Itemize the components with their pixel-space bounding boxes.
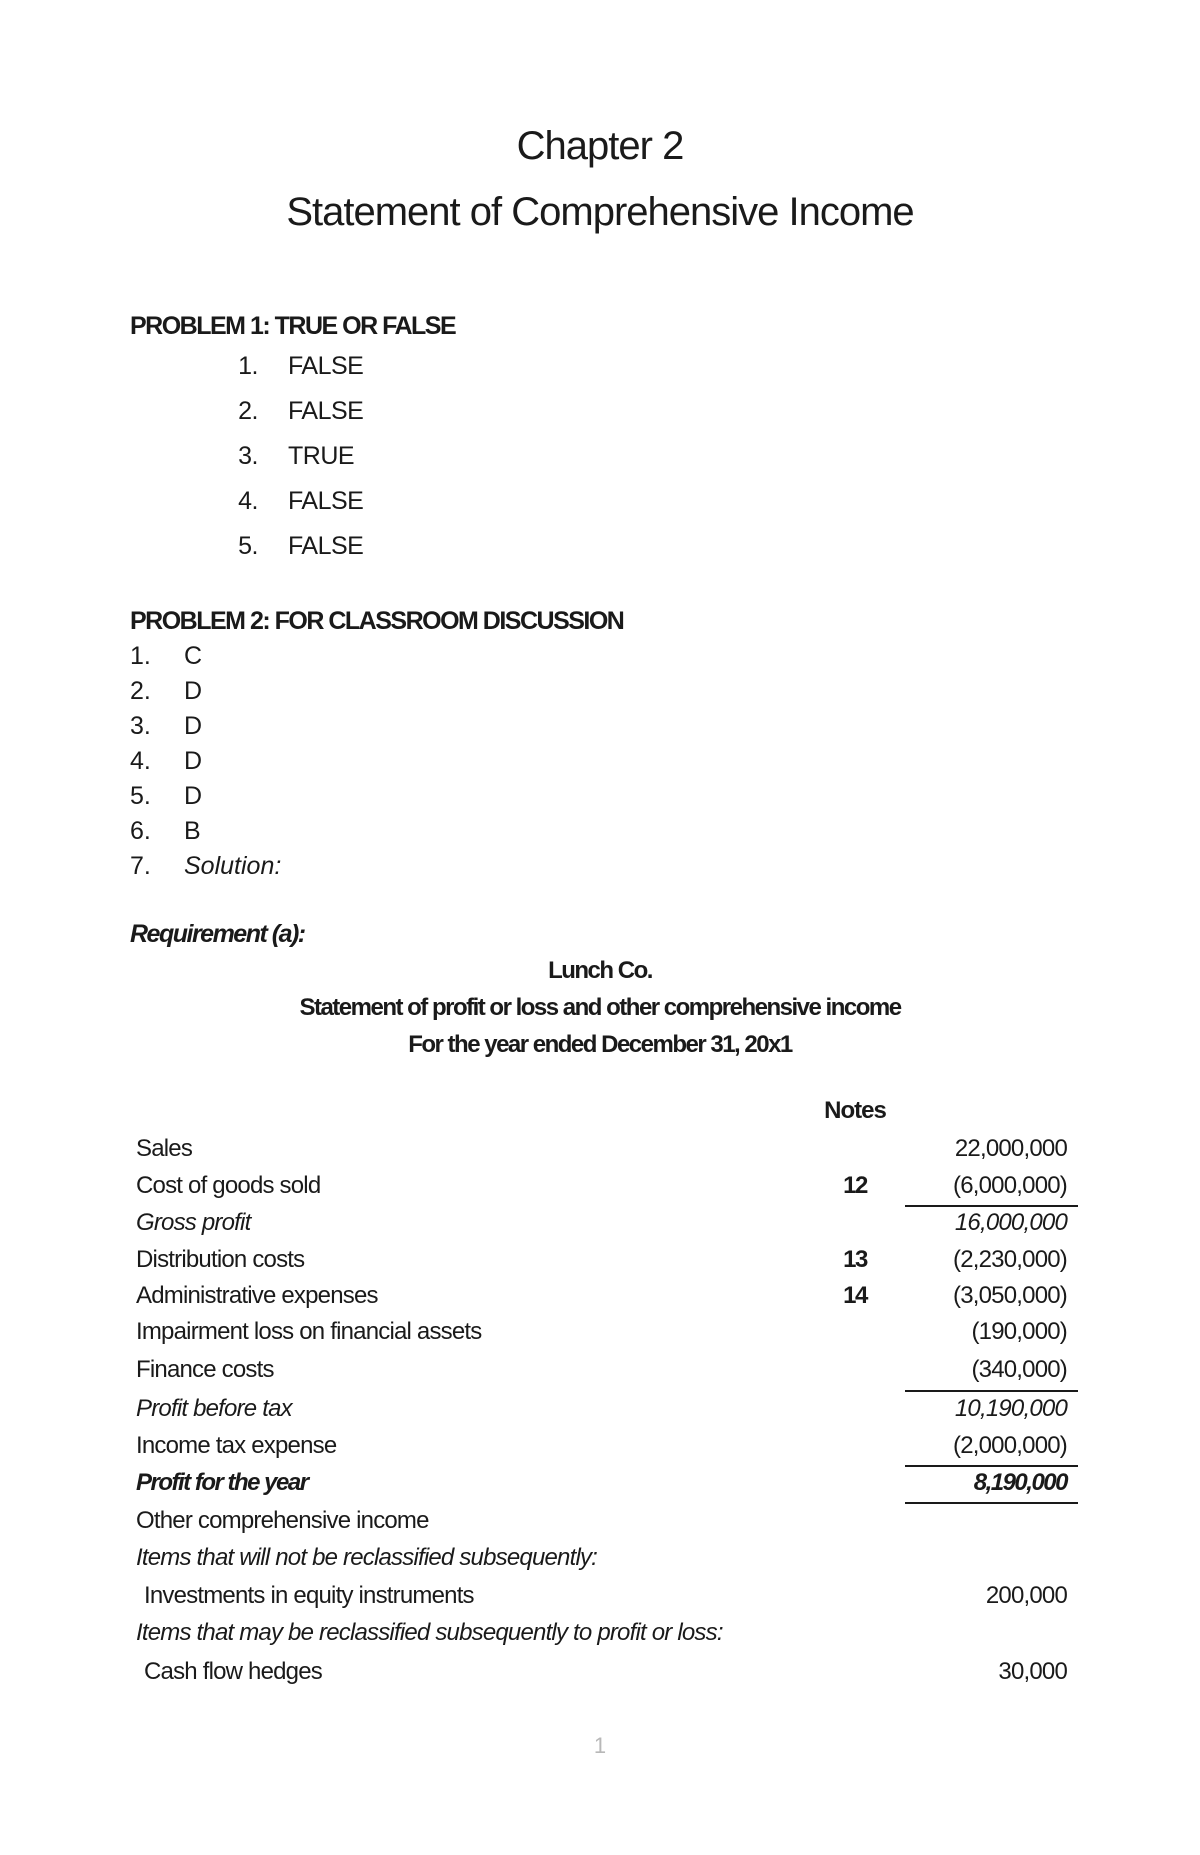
- statement-row-amount: (190,000): [971, 1318, 1067, 1345]
- statement-row-amount: 200,000: [985, 1582, 1067, 1609]
- total-rule: [905, 1502, 1078, 1504]
- mc-item-answer: D: [184, 712, 203, 740]
- statement-row-label: Profit for the year: [136, 1469, 308, 1496]
- statement-row-label: Administrative expenses: [136, 1282, 378, 1309]
- statement-row-label: Finance costs: [136, 1356, 274, 1383]
- statement-row-amount: 22,000,000: [954, 1135, 1067, 1162]
- statement-title: Statement of profit or loss and other comprehensive income: [299, 994, 901, 1021]
- statement-row-label: Items that may be reclassified subsequently to profit or loss:: [136, 1619, 723, 1646]
- tf-item-number: 1.: [238, 352, 258, 380]
- tf-item-answer: FALSE: [288, 352, 364, 380]
- statement-row-note: 13: [843, 1246, 867, 1273]
- statement-row-amount: 16,000,000: [954, 1209, 1067, 1236]
- mc-item-number: 5.: [130, 782, 151, 810]
- mc-item-number: 2.: [130, 677, 151, 705]
- statement-row-amount: (2,230,000): [953, 1246, 1067, 1273]
- statement-row-label: Impairment loss on financial assets: [136, 1318, 482, 1345]
- statement-row-label: Cash flow hedges: [144, 1658, 322, 1685]
- statement-row-amount: (6,000,000): [953, 1172, 1067, 1199]
- statement-company: Lunch Co.: [548, 957, 652, 984]
- tf-item-number: 4.: [238, 487, 258, 515]
- page-number: 1: [593, 1733, 607, 1758]
- chapter-subtitle: Statement of Comprehensive Income: [286, 190, 914, 234]
- tf-item-number: 5.: [238, 532, 258, 560]
- statement-period: For the year ended December 31, 20x1: [408, 1031, 792, 1058]
- statement-row-note: 14: [843, 1282, 867, 1309]
- statement-row-amount: 10,190,000: [954, 1395, 1067, 1422]
- problem2-heading: PROBLEM 2: FOR CLASSROOM DISCUSSION: [130, 607, 624, 635]
- statement-row-label: Investments in equity instruments: [144, 1582, 474, 1609]
- statement-row-note: 12: [843, 1172, 867, 1199]
- chapter-title: Chapter 2: [516, 124, 684, 168]
- statement-row-amount: 30,000: [998, 1658, 1067, 1685]
- mc-item-answer: D: [184, 677, 203, 705]
- statement-row-label: Cost of goods sold: [136, 1172, 321, 1199]
- subtotal-rule: [905, 1465, 1078, 1467]
- tf-item-number: 2.: [238, 397, 258, 425]
- mc-item-number: 4.: [130, 747, 151, 775]
- mc-item-number: 7.: [130, 852, 151, 880]
- statement-row-label: Items that will not be reclassified subsequently:: [136, 1544, 598, 1571]
- statement-row-amount: (340,000): [971, 1356, 1067, 1383]
- tf-item-answer: FALSE: [288, 487, 364, 515]
- tf-item-answer: FALSE: [288, 397, 364, 425]
- mc-item-answer: B: [184, 817, 201, 845]
- statement-row-label: Sales: [136, 1135, 193, 1162]
- statement-row-label: Other comprehensive income: [136, 1507, 429, 1534]
- mc-item-answer: D: [184, 782, 203, 810]
- statement-row-amount: 8,190,000: [973, 1469, 1067, 1496]
- notes-column-header: Notes: [824, 1097, 886, 1124]
- statement-row-label: Income tax expense: [136, 1432, 337, 1459]
- requirement-heading: Requirement (a):: [130, 920, 305, 948]
- problem1-heading: PROBLEM 1: TRUE OR FALSE: [130, 312, 456, 340]
- statement-row-label: Profit before tax: [136, 1395, 292, 1422]
- mc-item-answer: Solution:: [184, 852, 282, 880]
- mc-item-number: 6.: [130, 817, 151, 845]
- mc-item-answer: D: [184, 747, 203, 775]
- statement-row-label: Gross profit: [136, 1209, 251, 1236]
- mc-item-answer: C: [184, 642, 203, 670]
- statement-row-label: Distribution costs: [136, 1246, 305, 1273]
- mc-item-number: 1.: [130, 642, 151, 670]
- mc-item-number: 3.: [130, 712, 151, 740]
- subtotal-rule: [905, 1205, 1078, 1207]
- statement-row-amount: (2,000,000): [953, 1432, 1067, 1459]
- tf-item-number: 3.: [238, 442, 258, 470]
- statement-row-amount: (3,050,000): [953, 1282, 1067, 1309]
- tf-item-answer: FALSE: [288, 532, 364, 560]
- subtotal-rule: [905, 1390, 1078, 1392]
- tf-item-answer: TRUE: [288, 442, 355, 470]
